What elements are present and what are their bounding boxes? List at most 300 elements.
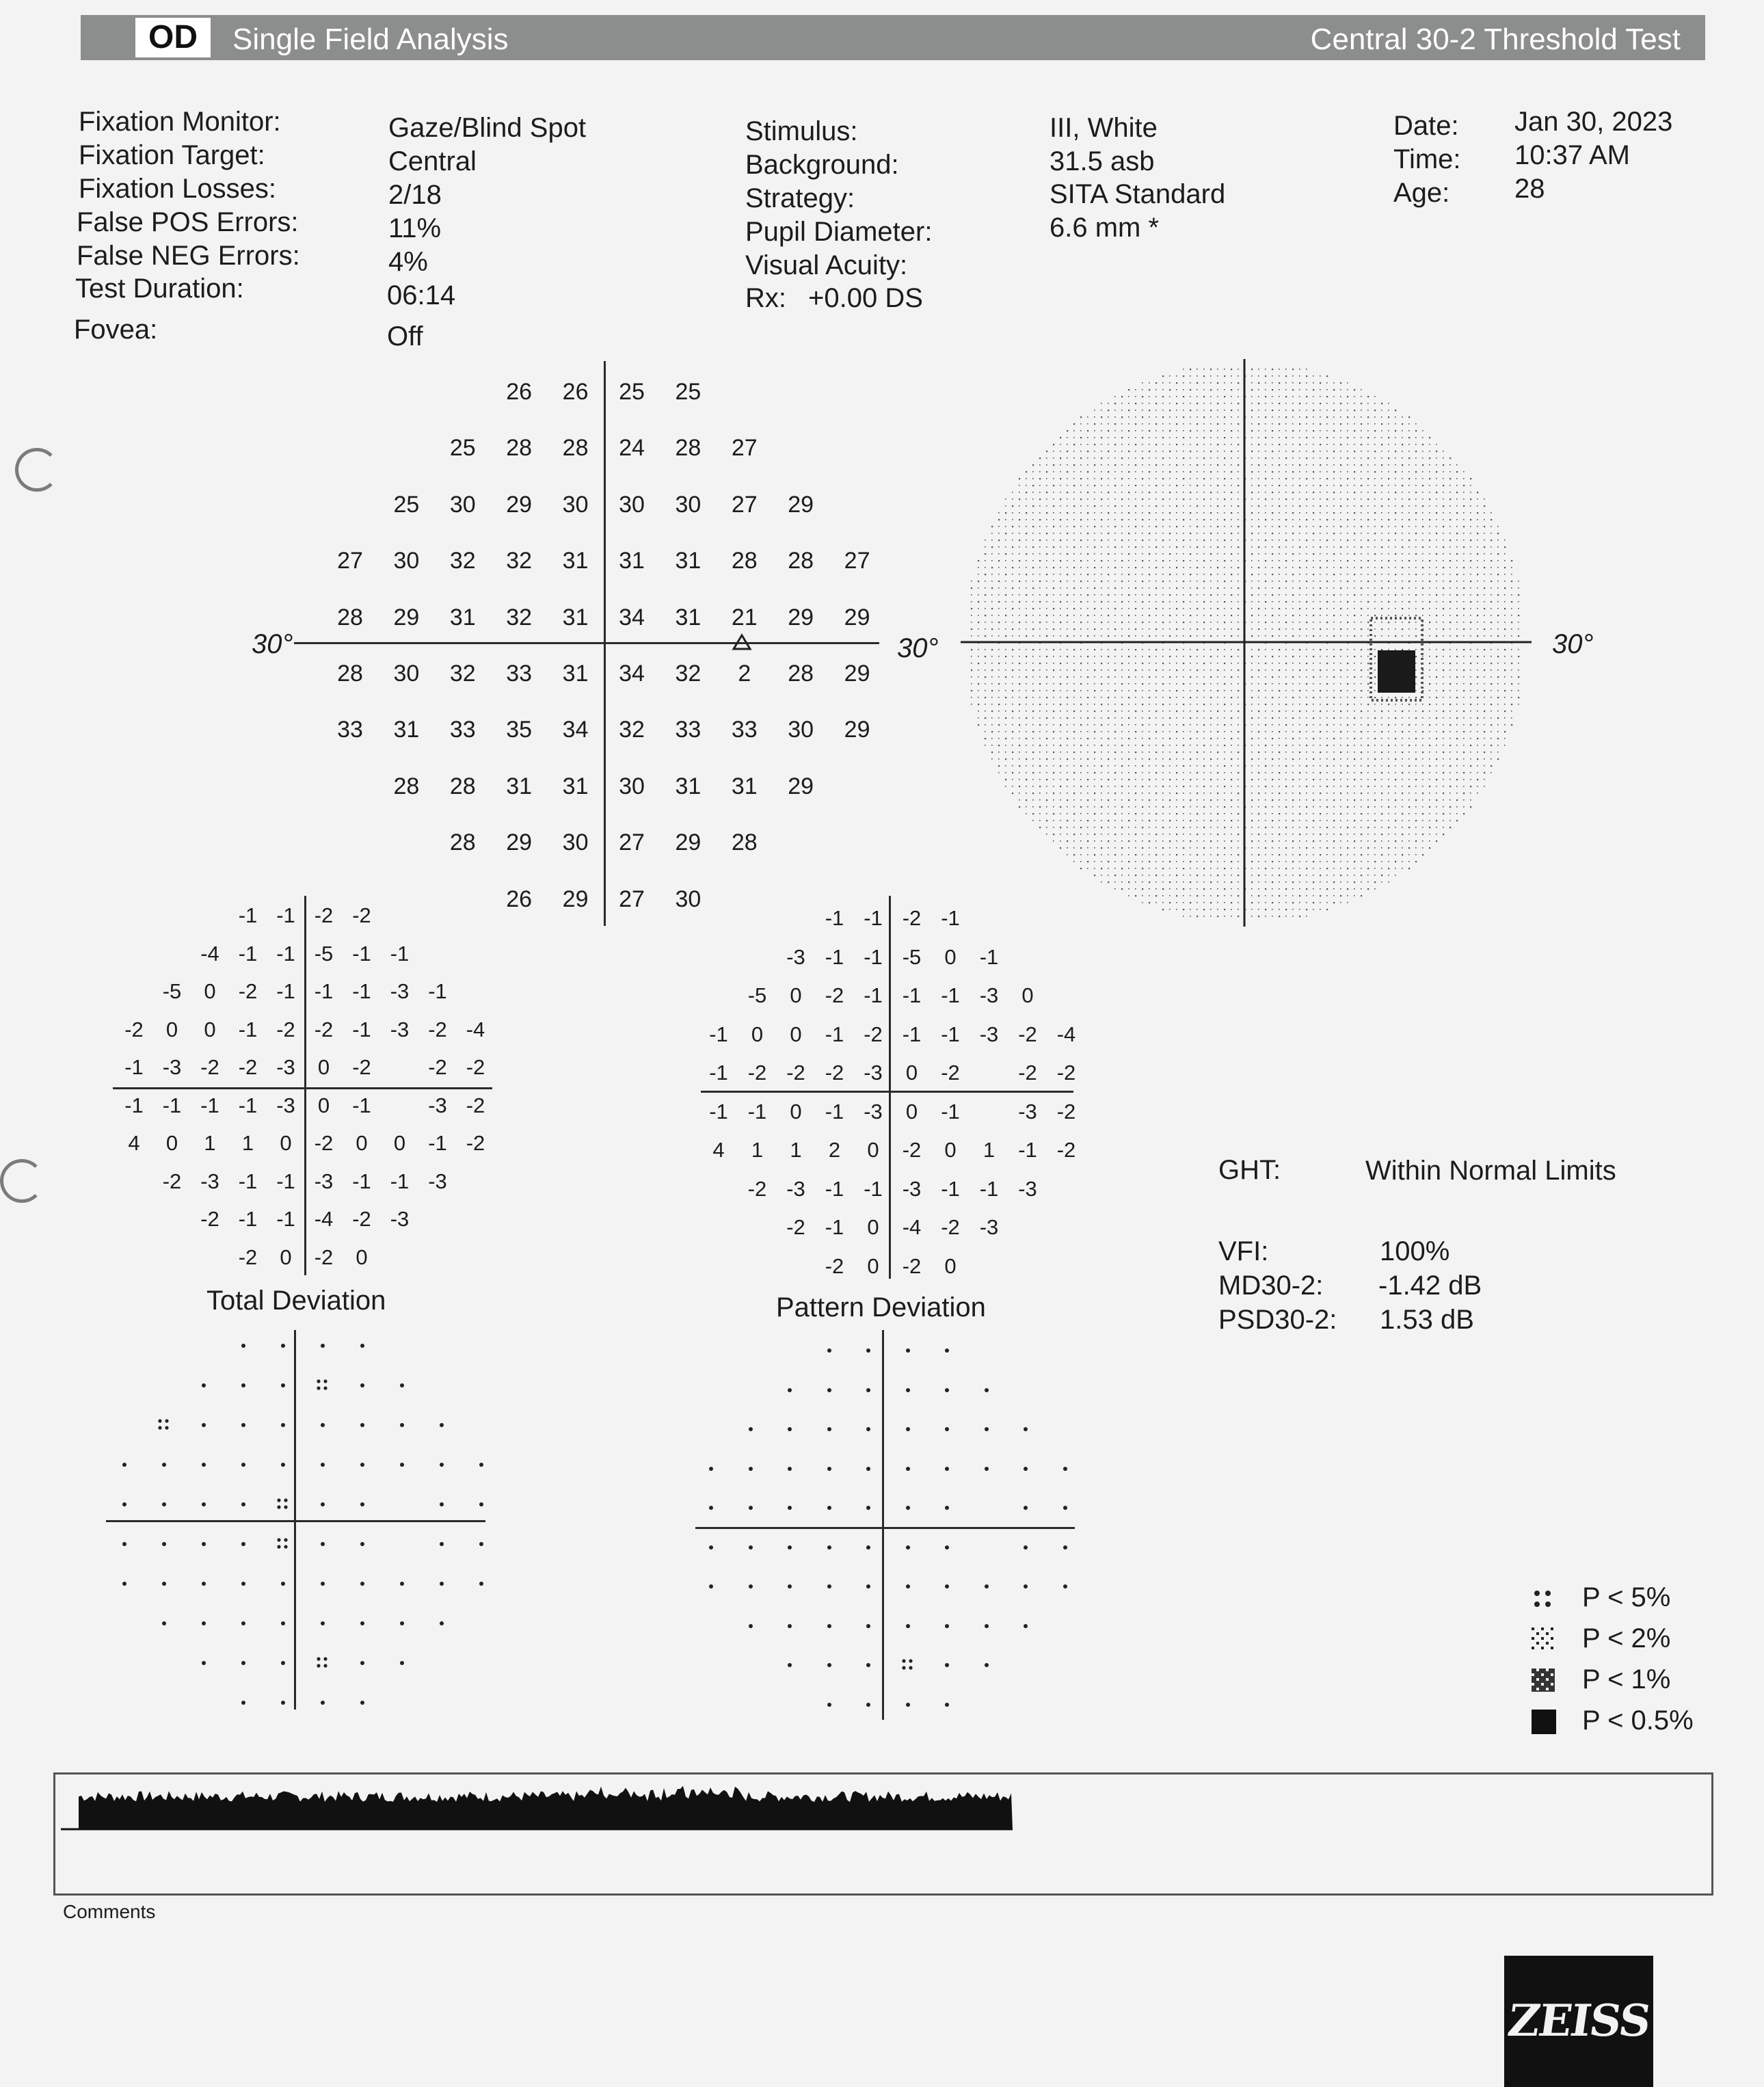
grayscale-dot — [1155, 704, 1157, 705]
grayscale-dot — [1101, 847, 1102, 849]
grayscale-dot — [1135, 396, 1136, 397]
grayscale-dot — [1190, 649, 1191, 650]
grayscale-dot — [1456, 697, 1458, 698]
grayscale-dot — [1299, 505, 1300, 507]
grayscale-dot — [1443, 615, 1444, 616]
grayscale-dot — [1019, 512, 1020, 514]
grayscale-dot — [1367, 683, 1369, 684]
grayscale-dot — [1340, 457, 1341, 459]
grayscale-dot — [1210, 663, 1212, 664]
grayscale-dot — [1265, 601, 1266, 602]
grayscale-dot — [1019, 745, 1020, 746]
grayscale-dot — [1026, 635, 1027, 637]
grayscale-dot — [1087, 430, 1088, 431]
grayscale-dot — [1203, 834, 1205, 835]
grayscale-dot — [1326, 738, 1328, 739]
grayscale-dot — [1101, 779, 1102, 780]
grayscale-dot — [1203, 820, 1205, 821]
grayscale-dot — [1026, 587, 1027, 589]
grayscale-dot — [1333, 834, 1335, 835]
grayscale-dot — [1320, 745, 1321, 746]
grayscale-dot — [1491, 546, 1492, 548]
grayscale-dot — [1456, 683, 1458, 684]
grayscale-dot — [1279, 382, 1280, 384]
grayscale-dot — [1402, 451, 1403, 452]
grayscale-dot — [1299, 567, 1300, 568]
grayscale-dot — [1176, 704, 1177, 705]
grayscale-dot — [991, 663, 993, 664]
grayscale-dot — [1231, 560, 1232, 561]
grayscale-dot — [1060, 437, 1061, 438]
grayscale-dot — [1142, 635, 1143, 637]
grayscale-dot — [998, 772, 1000, 773]
grayscale-dot — [1114, 628, 1116, 630]
grayscale-dot — [1142, 628, 1143, 630]
grayscale-dot — [1361, 560, 1362, 561]
grayscale-dot — [1026, 478, 1027, 479]
grayscale-dot — [1080, 724, 1082, 726]
grayscale-dot — [1463, 772, 1465, 773]
grayscale-dot — [1210, 717, 1212, 719]
grayscale-dot — [1491, 560, 1492, 561]
grayscale-dot — [1292, 752, 1294, 753]
grayscale-dot — [1306, 738, 1307, 739]
grayscale-dot — [1114, 745, 1116, 746]
grayscale-dot — [1354, 745, 1355, 746]
grayscale-dot — [1484, 765, 1485, 767]
false-neg-label: False NEG Errors: — [77, 241, 300, 271]
grayscale-dot — [1046, 485, 1047, 486]
grayscale-dot — [1155, 820, 1157, 821]
grayscale-dot — [1169, 710, 1171, 712]
grayscale-dot — [1395, 519, 1396, 520]
grayscale-dot — [1402, 847, 1403, 849]
grayscale-dot — [1121, 772, 1123, 773]
grayscale-dot — [1299, 457, 1300, 459]
threshold-value: 32 — [619, 717, 645, 743]
grayscale-dot — [1142, 519, 1143, 520]
grayscale-dot — [1306, 834, 1307, 835]
grayscale-dot — [1504, 669, 1506, 671]
grayscale-dot — [1408, 526, 1410, 527]
grayscale-dot — [1197, 396, 1198, 397]
grayscale-dot — [1251, 847, 1253, 849]
grayscale-dot — [1053, 601, 1054, 602]
grayscale-dot — [1306, 533, 1307, 534]
grayscale-dot — [1491, 724, 1492, 726]
grayscale-dot — [1203, 847, 1205, 849]
grayscale-dot — [1094, 546, 1095, 548]
grayscale-dot — [1374, 820, 1376, 821]
grayscale-dot — [1285, 813, 1287, 814]
grayscale-dot — [1087, 813, 1088, 814]
grayscale-dot — [1162, 656, 1164, 657]
grayscale-dot — [1238, 478, 1239, 479]
grayscale-dot — [1306, 594, 1307, 596]
grayscale-dot — [1251, 649, 1253, 650]
grayscale-dot — [1046, 806, 1047, 808]
grayscale-dot — [1162, 567, 1164, 568]
grayscale-dot — [1101, 786, 1102, 787]
grayscale-dot — [1073, 540, 1075, 541]
grayscale-dot — [1197, 834, 1198, 835]
grayscale-dot — [1101, 464, 1102, 466]
grayscale-dot — [1340, 533, 1341, 534]
grayscale-dot — [1320, 690, 1321, 691]
grayscale-dot — [1449, 512, 1451, 514]
grayscale-dot — [1292, 635, 1294, 637]
grayscale-dot — [1108, 574, 1109, 575]
grayscale-dot — [1121, 492, 1123, 493]
grayscale-dot — [1381, 731, 1382, 732]
grayscale-dot — [1251, 567, 1253, 568]
grayscale-dot — [1251, 451, 1253, 452]
grayscale-dot — [1272, 717, 1273, 719]
grayscale-dot — [1176, 779, 1177, 780]
grayscale-dot — [1183, 526, 1184, 527]
grayscale-dot — [1203, 594, 1205, 596]
grayscale-dot — [1217, 628, 1218, 630]
grayscale-dot — [1313, 581, 1314, 582]
grayscale-dot — [1518, 663, 1519, 664]
grayscale-dot — [1497, 553, 1499, 555]
grayscale-dot — [1080, 471, 1082, 473]
grayscale-dot — [1108, 834, 1109, 835]
grayscale-dot — [1279, 820, 1280, 821]
grayscale-dot — [1347, 540, 1348, 541]
grayscale-dot — [1272, 546, 1273, 548]
grayscale-dot — [1388, 457, 1389, 459]
grayscale-dot — [1197, 526, 1198, 527]
grayscale-dot — [1279, 649, 1280, 650]
grayscale-dot — [1429, 628, 1430, 630]
grayscale-dot — [1429, 526, 1430, 527]
grayscale-dot — [1265, 594, 1266, 596]
grayscale-dot — [1087, 697, 1088, 698]
grayscale-dot — [1032, 772, 1034, 773]
grayscale-dot — [1101, 765, 1102, 767]
grayscale-dot — [1347, 840, 1348, 842]
grayscale-dot — [1155, 772, 1157, 773]
grayscale-dot — [1190, 574, 1191, 575]
grayscale-dot — [1060, 697, 1061, 698]
grayscale-dot — [1306, 765, 1307, 767]
grayscale-dot — [1326, 375, 1328, 377]
grayscale-dot — [1067, 540, 1068, 541]
grayscale-dot — [1149, 840, 1150, 842]
grayscale-dot — [1326, 745, 1328, 746]
grayscale-dot — [1326, 635, 1328, 637]
grayscale-dot — [1046, 546, 1047, 548]
grayscale-dot — [1340, 560, 1341, 561]
grayscale-dot — [1326, 656, 1328, 657]
grayscale-dot — [1388, 635, 1389, 637]
grayscale-dot — [1320, 512, 1321, 514]
grayscale-dot — [1238, 464, 1239, 466]
grayscale-dot — [1067, 457, 1068, 459]
grayscale-dot — [1210, 430, 1212, 431]
grayscale-dot — [1101, 669, 1102, 671]
grayscale-dot — [1511, 622, 1512, 623]
grayscale-dot — [1258, 444, 1259, 445]
grayscale-dot — [985, 649, 986, 650]
fixation-monitor-value: Gaze/Blind Spot — [388, 113, 587, 143]
grayscale-dot — [1326, 382, 1328, 384]
grayscale-dot — [1306, 485, 1307, 486]
grayscale-dot — [1422, 451, 1424, 452]
grayscale-dot — [1299, 786, 1300, 787]
grayscale-dot — [1176, 389, 1177, 390]
grayscale-dot — [1190, 710, 1191, 712]
grayscale-dot — [1497, 704, 1499, 705]
grayscale-dot — [1443, 464, 1444, 466]
grayscale-dot — [1060, 444, 1061, 445]
grayscale-dot — [1326, 574, 1328, 575]
grayscale-dot — [1320, 738, 1321, 739]
grayscale-dot — [1504, 601, 1506, 602]
grayscale-dot — [1039, 731, 1041, 732]
grayscale-dot — [1121, 587, 1123, 589]
grayscale-dot — [1094, 772, 1095, 773]
grayscale-dot — [1231, 649, 1232, 650]
grayscale-dot — [1436, 540, 1437, 541]
grayscale-dot — [1210, 416, 1212, 418]
grayscale-dot — [1258, 765, 1259, 767]
grayscale-dot — [1149, 553, 1150, 555]
grayscale-dot — [1019, 594, 1020, 596]
grayscale-dot — [1361, 437, 1362, 438]
grayscale-dot — [1053, 615, 1054, 616]
grayscale-dot — [1101, 574, 1102, 575]
grayscale-dot — [1265, 505, 1266, 507]
grayscale-dot — [1197, 765, 1198, 767]
grayscale-dot — [1217, 464, 1218, 466]
grayscale-dot — [1470, 656, 1471, 657]
grayscale-dot — [1258, 628, 1259, 630]
grayscale-dot — [1388, 519, 1389, 520]
grayscale-dot — [1238, 594, 1239, 596]
grayscale-dot — [1176, 478, 1177, 479]
grayscale-dot — [1046, 567, 1047, 568]
grayscale-dot — [1203, 533, 1205, 534]
grayscale-dot — [1388, 622, 1389, 623]
grayscale-dot — [1231, 799, 1232, 801]
grayscale-dot — [1094, 587, 1095, 589]
grayscale-dot — [1436, 499, 1437, 500]
grayscale-dot — [1395, 779, 1396, 780]
grayscale-dot — [978, 581, 979, 582]
grayscale-dot — [1060, 649, 1061, 650]
grayscale-dot — [1477, 704, 1478, 705]
grayscale-dot — [1395, 540, 1396, 541]
grayscale-dot — [1313, 738, 1314, 739]
grayscale-dot — [1231, 752, 1232, 753]
grayscale-dot — [1203, 505, 1205, 507]
grayscale-dot — [1135, 840, 1136, 842]
grayscale-dot — [1087, 786, 1088, 787]
grayscale-dot — [1333, 464, 1335, 466]
grayscale-dot — [1408, 471, 1410, 473]
grayscale-dot — [1402, 423, 1403, 425]
grayscale-dot — [1135, 622, 1136, 623]
grayscale-dot — [1272, 704, 1273, 705]
grayscale-dot — [1073, 752, 1075, 753]
grayscale-dot — [1258, 683, 1259, 684]
grayscale-dot — [1251, 731, 1253, 732]
grayscale-dot — [1518, 649, 1519, 650]
grayscale-dot — [1060, 745, 1061, 746]
grayscale-dot — [1279, 690, 1280, 691]
grayscale-dot — [1347, 574, 1348, 575]
grayscale-dot — [1169, 649, 1171, 650]
grayscale-dot — [1456, 765, 1458, 767]
grayscale-dot — [1231, 635, 1232, 637]
grayscale-dot — [1449, 601, 1451, 602]
grayscale-dot — [1279, 676, 1280, 678]
grayscale-dot — [1067, 738, 1068, 739]
grayscale-dot — [1258, 540, 1259, 541]
grayscale-dot — [1313, 430, 1314, 431]
grayscale-dot — [1169, 820, 1171, 821]
grayscale-dot — [1026, 601, 1027, 602]
grayscale-dot — [1203, 683, 1205, 684]
grayscale-dot — [1306, 669, 1307, 671]
grayscale-dot — [1484, 758, 1485, 760]
grayscale-dot — [1046, 574, 1047, 575]
grayscale-dot — [1128, 430, 1130, 431]
grayscale-dot — [1456, 710, 1458, 712]
grayscale-dot — [1381, 622, 1382, 623]
grayscale-dot — [1367, 601, 1369, 602]
grayscale-dot — [1039, 574, 1041, 575]
grayscale-dot — [978, 601, 979, 602]
grayscale-dot — [1073, 840, 1075, 842]
grayscale-dot — [1361, 799, 1362, 801]
grayscale-dot — [1026, 608, 1027, 609]
grayscale-dot — [1046, 649, 1047, 650]
grayscale-dot — [1128, 574, 1130, 575]
grayscale-dot — [1224, 485, 1225, 486]
grayscale-dot — [1135, 786, 1136, 787]
grayscale-dot — [1374, 765, 1376, 767]
grayscale-dot — [1347, 594, 1348, 596]
grayscale-dot — [1080, 813, 1082, 814]
grayscale-dot — [991, 581, 993, 582]
grayscale-dot — [985, 608, 986, 609]
threshold-value: 28 — [731, 829, 758, 856]
grayscale-dot — [1142, 492, 1143, 493]
grayscale-dot — [1388, 628, 1389, 630]
grayscale-dot — [1155, 676, 1157, 678]
grayscale-dot — [1176, 847, 1177, 849]
grayscale-dot — [1142, 464, 1143, 466]
grayscale-dot — [1019, 499, 1020, 500]
grayscale-dot — [1060, 820, 1061, 821]
grayscale-dot — [1374, 786, 1376, 787]
grayscale-dot — [1176, 615, 1177, 616]
grayscale-dot — [978, 594, 979, 596]
grayscale-dot — [1470, 485, 1471, 486]
grayscale-dot — [1121, 752, 1123, 753]
grayscale-dot — [1183, 840, 1184, 842]
grayscale-dot — [1285, 560, 1287, 561]
grayscale-dot — [1333, 437, 1335, 438]
grayscale-dot — [1032, 745, 1034, 746]
grayscale-dot — [1128, 745, 1130, 746]
grayscale-dot — [1374, 683, 1376, 684]
grayscale-dot — [1012, 669, 1013, 671]
grayscale-dot — [1491, 574, 1492, 575]
grayscale-dot — [1162, 834, 1164, 835]
grayscale-dot — [1026, 690, 1027, 691]
grayscale-dot — [1408, 505, 1410, 507]
grayscale-dot — [1299, 396, 1300, 397]
grayscale-dot — [1231, 806, 1232, 808]
grayscale-dot — [1073, 478, 1075, 479]
grayscale-dot — [1203, 567, 1205, 568]
grayscale-dot — [1347, 389, 1348, 390]
grayscale-dot — [1265, 635, 1266, 637]
grayscale-dot — [1060, 478, 1061, 479]
grayscale-dot — [1354, 622, 1355, 623]
grayscale-dot — [1408, 533, 1410, 534]
grayscale-dot — [1306, 806, 1307, 808]
grayscale-dot — [1032, 663, 1034, 664]
grayscale-dot — [1026, 745, 1027, 746]
grayscale-dot — [978, 622, 979, 623]
grayscale-dot — [1258, 697, 1259, 698]
grayscale-dot — [1402, 827, 1403, 828]
grayscale-dot — [1347, 697, 1348, 698]
grayscale-dot — [1491, 567, 1492, 568]
grayscale-dot — [1292, 471, 1294, 473]
grayscale-dot — [1484, 649, 1485, 650]
grayscale-dot — [1073, 847, 1075, 849]
grayscale-dot — [1149, 471, 1150, 473]
grayscale-dot — [1518, 622, 1519, 623]
grayscale-dot — [1326, 628, 1328, 630]
grayscale-dot — [1292, 717, 1294, 719]
grayscale-dot — [1367, 492, 1369, 493]
grayscale-dot — [1443, 786, 1444, 787]
grayscale-dot — [1032, 560, 1034, 561]
grayscale-dot — [1135, 540, 1136, 541]
grayscale-dot — [1340, 519, 1341, 520]
grayscale-dot — [1224, 457, 1225, 459]
grayscale-dot — [1046, 676, 1047, 678]
grayscale-dot — [1149, 834, 1150, 835]
grayscale-dot — [991, 656, 993, 657]
grayscale-dot — [1279, 758, 1280, 760]
grayscale-dot — [1374, 669, 1376, 671]
grayscale-dot — [1429, 546, 1430, 548]
grayscale-dot — [1169, 772, 1171, 773]
grayscale-dot — [991, 745, 993, 746]
grayscale-dot — [1299, 553, 1300, 555]
grayscale-dot — [1094, 806, 1095, 808]
grayscale-dot — [1197, 512, 1198, 514]
grayscale-dot — [1463, 717, 1465, 719]
grayscale-dot — [1155, 396, 1157, 397]
grayscale-dot — [985, 574, 986, 575]
grayscale-dot — [1149, 437, 1150, 438]
grayscale-dot — [1032, 608, 1034, 609]
grayscale-dot — [1121, 519, 1123, 520]
grayscale-dot — [1436, 622, 1437, 623]
grayscale-dot — [1367, 505, 1369, 507]
grayscale-dot — [1053, 669, 1054, 671]
grayscale-dot — [1210, 813, 1212, 814]
